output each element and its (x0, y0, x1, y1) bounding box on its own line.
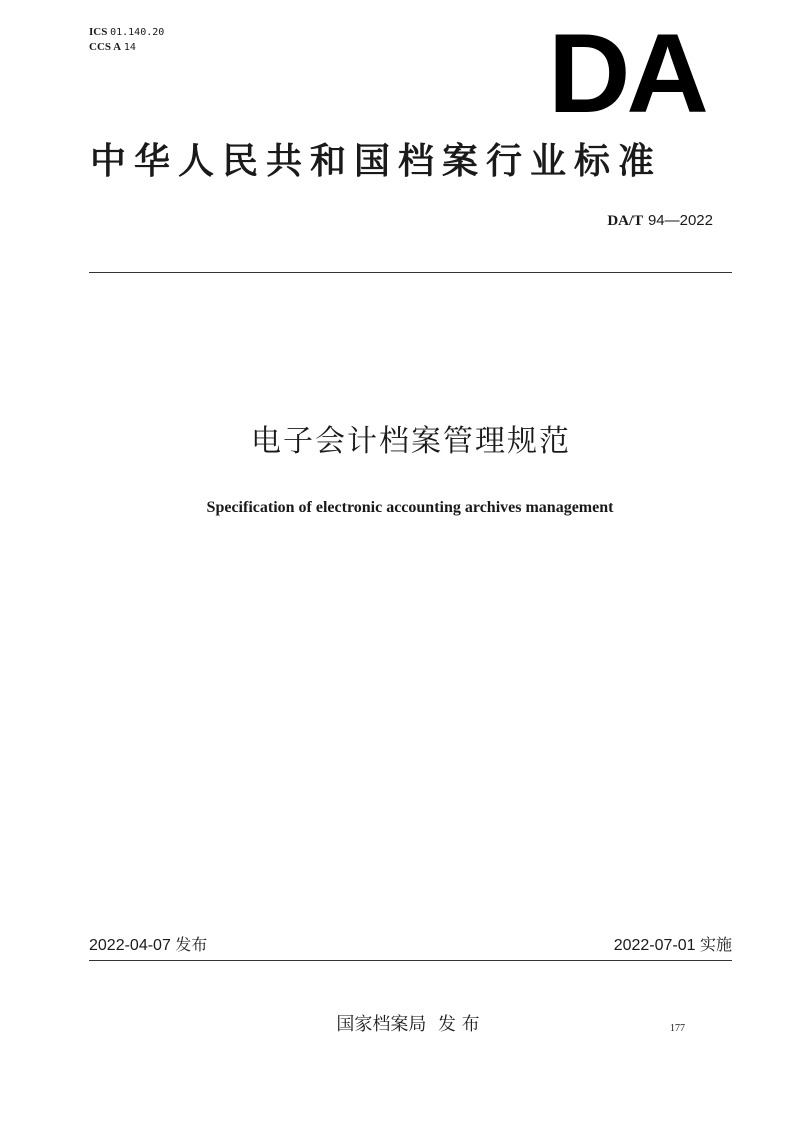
header-divider (89, 272, 732, 273)
footer-divider (89, 960, 732, 961)
document-title: 电子会计档案管理规范 (251, 424, 571, 459)
ics-code: 01.140.20 (110, 27, 165, 38)
page-number: 177 (670, 1023, 685, 1034)
classification-block (89, 25, 164, 55)
ccs-code: 14 (123, 42, 136, 53)
standard-number-value: 94—2022 (647, 212, 713, 229)
ccs-label: CCS A (89, 41, 122, 53)
standard-number (607, 211, 713, 230)
ccs-line (89, 40, 164, 55)
industry-standard-title: 中华人民共和国档案行业标准 (90, 141, 663, 182)
ics-label: ICS (89, 26, 108, 38)
publisher: 国家档案局 发 布 (336, 1014, 480, 1035)
issue-date: 2022-04-07 发布 (89, 937, 208, 954)
standard-prefix: DA/T (607, 213, 644, 229)
document-title-english: Specification of electronic accounting archives management (206, 499, 614, 516)
ics-line (89, 25, 164, 40)
implementation-date: 2022-07-01 实施 (613, 937, 732, 954)
da-logo: DA (548, 11, 705, 136)
